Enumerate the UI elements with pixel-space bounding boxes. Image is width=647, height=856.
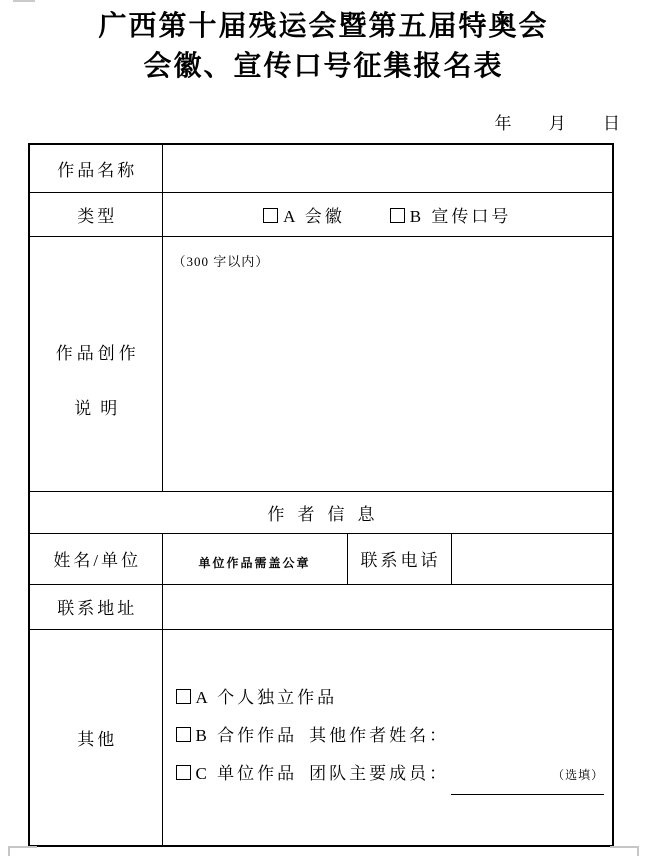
page-title	[0, 6, 647, 86]
other-option-c	[176, 755, 613, 795]
name-unit-row	[29, 533, 613, 584]
type-options-cell	[162, 192, 613, 236]
address-input-cell[interactable]	[162, 584, 613, 629]
other-options-cell	[162, 629, 613, 846]
page-corner-mark-left	[8, 846, 37, 856]
work-name-input-cell[interactable]	[162, 144, 613, 192]
type-label: 类型	[29, 192, 162, 236]
other-option-c-checkbox-icon[interactable]	[176, 765, 191, 780]
description-input-cell[interactable]	[162, 236, 613, 491]
name-unit-label: 姓名/单位	[29, 533, 162, 584]
other-option-b-label: B 合作作品	[195, 726, 298, 746]
description-label-line2: 说明	[74, 398, 127, 418]
phone-label: 联系电话	[347, 533, 451, 584]
type-option-b	[390, 202, 512, 227]
other-option-a	[176, 679, 613, 717]
date-year-label: 年	[494, 114, 512, 133]
date-month-label: 月	[548, 114, 566, 133]
type-option-a-label: A 会徽	[283, 206, 345, 226]
optional-note: （选填）	[552, 768, 605, 783]
team-members-fill-line[interactable]	[451, 755, 604, 795]
description-label-line1: 作品创作	[55, 343, 140, 363]
address-row	[29, 584, 613, 629]
type-option-a-checkbox-icon[interactable]	[263, 208, 278, 223]
page-title-line2: 会徽、宣传口号征集报名表	[143, 50, 504, 81]
other-option-c-extra-label: 团队主要成员：	[309, 764, 450, 784]
other-option-b	[176, 717, 613, 755]
other-option-a-label: A 个人独立作品	[195, 688, 338, 708]
other-option-b-extra-label: 其他作者姓名：	[309, 726, 450, 746]
other-label: 其他	[29, 629, 162, 846]
other-option-a-checkbox-icon[interactable]	[176, 689, 191, 704]
page-edge-mark	[13, 0, 35, 2]
type-row	[29, 192, 613, 236]
work-name-row	[29, 144, 613, 192]
work-name-label: 作品名称	[29, 144, 162, 192]
author-info-section-header: 作者信息	[29, 491, 613, 533]
description-row	[29, 236, 613, 491]
type-option-a	[263, 202, 345, 227]
other-option-c-label: C 单位作品	[195, 764, 298, 784]
description-label	[29, 236, 162, 491]
date-day-label: 日	[603, 114, 620, 133]
page-title-line1: 广西第十届残运会暨第五届特奥会	[98, 10, 549, 41]
registration-form-table	[28, 143, 614, 847]
phone-input-cell[interactable]	[451, 533, 613, 584]
other-row	[29, 629, 613, 846]
type-option-b-checkbox-icon[interactable]	[390, 208, 405, 223]
page-corner-mark-right	[610, 846, 639, 856]
address-label: 联系地址	[29, 584, 162, 629]
seal-note: 单位作品需盖公章	[198, 555, 311, 570]
date-line	[0, 112, 647, 136]
name-unit-input-cell[interactable]	[162, 533, 347, 584]
description-hint: （300 字以内）	[172, 253, 270, 269]
other-option-b-checkbox-icon[interactable]	[176, 727, 191, 742]
type-option-b-label: B 宣传口号	[409, 206, 512, 226]
author-info-header-row	[29, 491, 613, 533]
